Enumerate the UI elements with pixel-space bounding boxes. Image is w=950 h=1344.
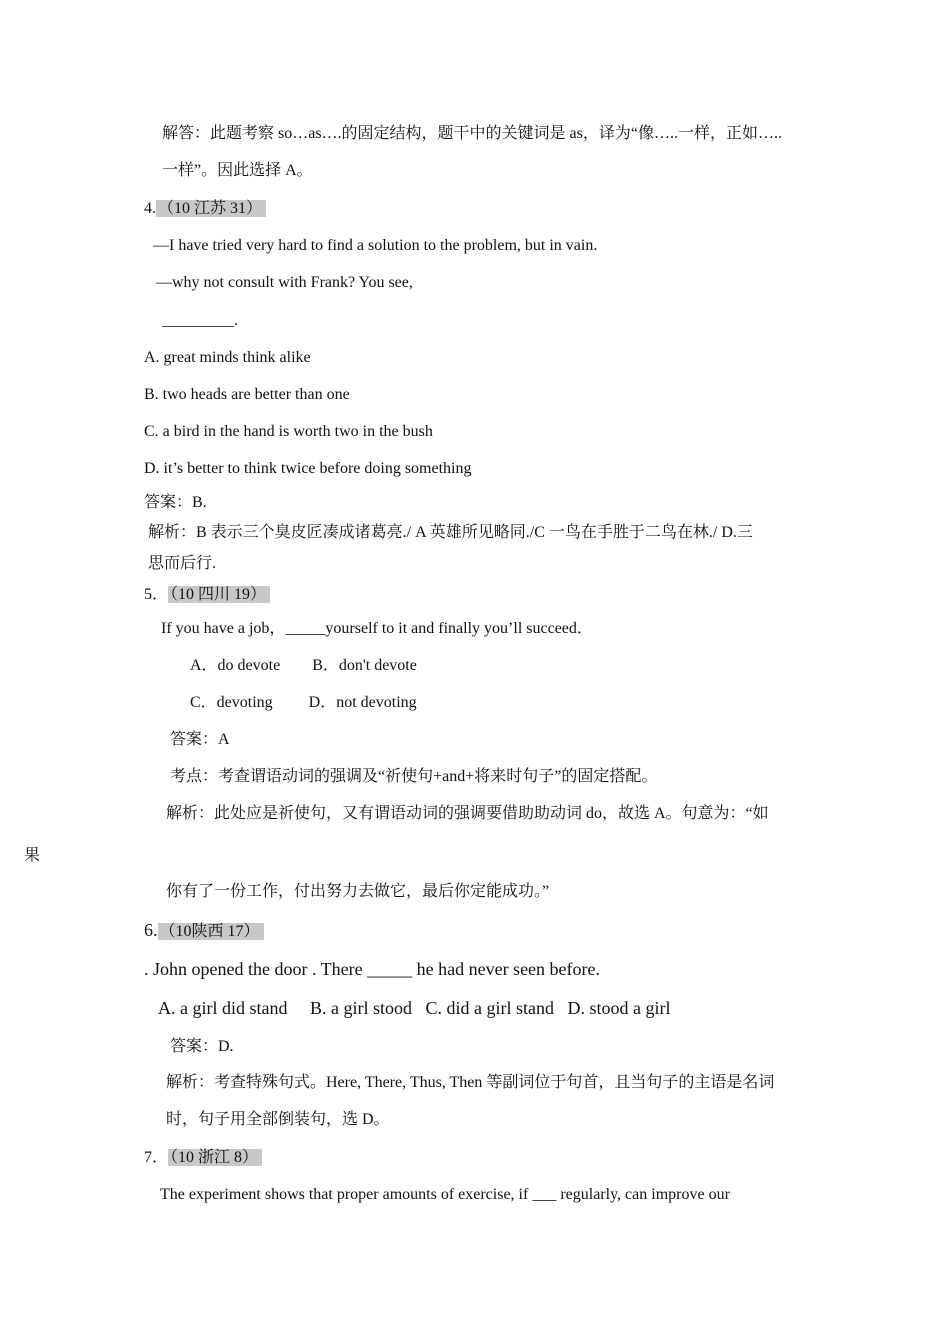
q7-stem: The experiment shows that proper amounts of exercise, if ___ regularly, can improve our <box>160 1186 730 1203</box>
q6-explain-line1: 解析：考查特殊句式。Here, There, Thus, Then 等副词位于句首，且当句子的主语是名词 <box>166 1074 775 1091</box>
q4-option-d: D. it’s better to think twice before doing something <box>144 460 472 477</box>
q4-answer: 答案：B. <box>144 494 207 511</box>
q5-explain-line2: 你有了一份工作，付出努力去做它，最后你定能成功。” <box>166 883 550 900</box>
q3-explain-line1: 解答：此题考察 so…as….的固定结构，题干中的关键词是 as，译为“像…..一样，正如….. <box>162 125 782 142</box>
q4-dialogue-line2: —why not consult with Frank? You see, <box>156 274 413 291</box>
q7-number: 7． <box>144 1149 169 1166</box>
q5-point: 考点：考查谓语动词的强调及“祈使句+and+将来时句子”的固定搭配。 <box>170 768 658 785</box>
q6-stem: . John opened the door . There _____ he had never seen before. <box>144 959 601 979</box>
q4-number: 4. <box>144 200 156 217</box>
q5-answer: 答案：A <box>170 731 230 748</box>
q4-option-a: A. great minds think alike <box>144 349 311 366</box>
q4-explain-line1: 解析：B 表示三个臭皮匠凑成诸葛亮./ A 英雄所见略同./C 一鸟在手胜于二鸟在林./ D.三 <box>148 524 753 541</box>
q6-explain-line2: 时，句子用全部倒装句，选 D。 <box>166 1111 390 1128</box>
q6-answer: 答案：D. <box>170 1038 234 1055</box>
q4-header <box>144 199 266 219</box>
q6-options: A. a girl did stand B. a girl stood C. did a girl stand D. stood a girl <box>158 998 671 1018</box>
q4-dialogue-line1: —I have tried very hard to find a solution to the problem, but in vain. <box>153 237 598 254</box>
q5-number: 5． <box>144 586 169 603</box>
q4-blank: _________. <box>162 312 238 329</box>
q7-header <box>144 1148 262 1168</box>
q5-explain-line1: 解析：此处应是祈使句，又有谓语动词的强调要借助助动词 do，故选 A。句意为：“如 <box>166 805 769 822</box>
q4-option-b: B. two heads are better than one <box>144 386 350 403</box>
q6-source-tag: （10陕西 17） <box>158 923 264 940</box>
q4-option-c: C. a bird in the hand is worth two in the bush <box>144 423 433 440</box>
q5-source-tag: （10 四川 19） <box>168 586 270 603</box>
q4-source-tag: （10 江苏 31） <box>156 200 266 217</box>
q3-explain-line2: 一样”。因此选择 A。 <box>162 162 313 179</box>
q4-explain-line2: 思而后行. <box>148 555 217 572</box>
q7-source-tag: （10 浙江 8） <box>168 1149 262 1166</box>
q5-header <box>144 585 270 605</box>
q6-number: 6. <box>144 920 158 940</box>
q5-options-cd: C．devoting D．not devoting <box>190 694 417 711</box>
q5-stem: If you have a job，_____yourself to it and finally you’ll succeed． <box>161 620 593 637</box>
q6-header <box>144 920 264 942</box>
q5-explain-wrap: 果 <box>24 847 41 864</box>
q5-options-ab: A．do devote B．don't devote <box>190 657 417 674</box>
